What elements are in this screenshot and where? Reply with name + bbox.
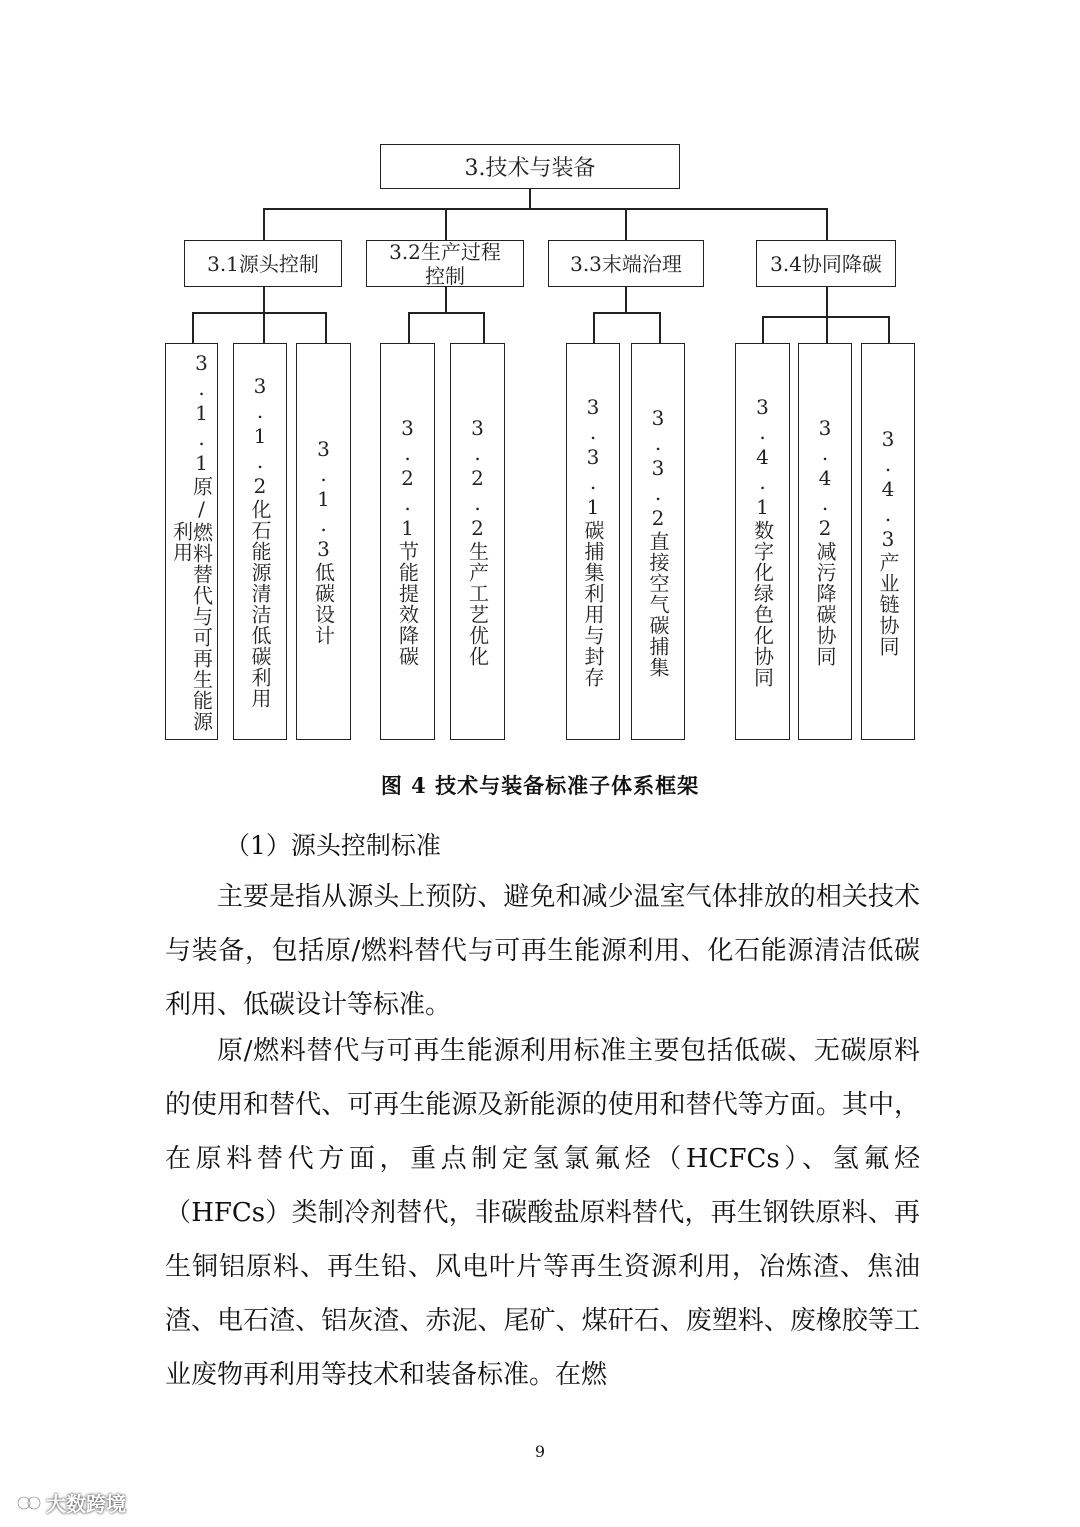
root-node: 3.技术与装备 (380, 144, 680, 189)
connector (192, 312, 326, 314)
connector (659, 312, 661, 343)
leaf-3-2-2: 3.2.2生产工艺优化 (450, 343, 505, 740)
connector (826, 208, 828, 240)
section-heading: （1）源头控制标准 (225, 831, 441, 860)
leaf-3-4-3: 3.4.3产业链协同 (861, 343, 915, 740)
leaf-3-4-1: 3.4.1数字化绿色化协同 (735, 343, 790, 740)
watermark (16, 1488, 126, 1517)
leaf-3-3-1: 3.3.1碳捕集利用与封存 (566, 343, 620, 740)
leaf-3-1-1: 3.1.1原/燃料替代与可再生能源利用 (165, 343, 218, 740)
connector (529, 189, 531, 209)
connector (826, 287, 828, 343)
connector (263, 208, 828, 210)
category-end-treatment: 3.3末端治理 (548, 240, 704, 287)
paragraph: 原/燃料替代与可再生能源利用标准主要包括低碳、无碳原料的使用和替代、可再生能源及新能源的使用和替代等方面。其中，在原料替代方面，重点制定氢氯氟烃（HCFCs）、氢氟烃（HFCs）类制冷剂替代，非碳酸盐原料替代，再生钢铁原料、再生铜铝原料、再生铅、风电叶片等再生资源利用，冶炼渣、焦油渣、电石渣、铝灰渣、赤泥、尾矿、煤矸石、废塑料、废橡胶等工业废物再利用等技术和装备标准。在燃 (165, 1036, 920, 1390)
watermark-text: 大数跨境 (46, 1492, 126, 1516)
figure-caption: 图 4 技术与装备标准子体系框架 (380, 773, 700, 798)
watermark-logo-icon (16, 1493, 42, 1513)
page-number: 9 (534, 1442, 546, 1461)
category-source-control: 3.1源头控制 (184, 240, 342, 287)
leaf-3-2-1: 3.2.1节能提效降碳 (380, 343, 435, 740)
connector (192, 312, 194, 343)
category-synergy: 3.4协同降碳 (756, 240, 896, 287)
leaf-3-1-3: 3.1.3低碳设计 (296, 343, 351, 740)
connector (408, 312, 410, 343)
connector (263, 287, 265, 313)
connector (263, 312, 265, 343)
connector (888, 316, 890, 343)
connector (593, 312, 595, 343)
connector (625, 287, 627, 313)
connector (445, 287, 447, 313)
paragraph: 主要是指从源头上预防、避免和减少温室气体排放的相关技术与装备，包括原/燃料替代与可再生能源利用、化石能源清洁低碳利用、低碳设计等标准。 (165, 882, 920, 1020)
leaf-3-4-2: 3.4.2减污降碳协同 (798, 343, 852, 740)
connector (325, 312, 327, 343)
connector (408, 312, 484, 314)
category-process-control: 3.2生产过程控制 (366, 240, 524, 287)
connector (762, 316, 764, 343)
connector (483, 312, 485, 343)
connector (593, 312, 661, 314)
leaf-3-1-2: 3.1.2化石能源清洁低碳利用 (233, 343, 287, 740)
leaf-3-3-2: 3.3.2直接空气碳捕集 (631, 343, 685, 740)
connector (445, 208, 447, 240)
connector (625, 208, 627, 240)
connector (263, 208, 265, 240)
